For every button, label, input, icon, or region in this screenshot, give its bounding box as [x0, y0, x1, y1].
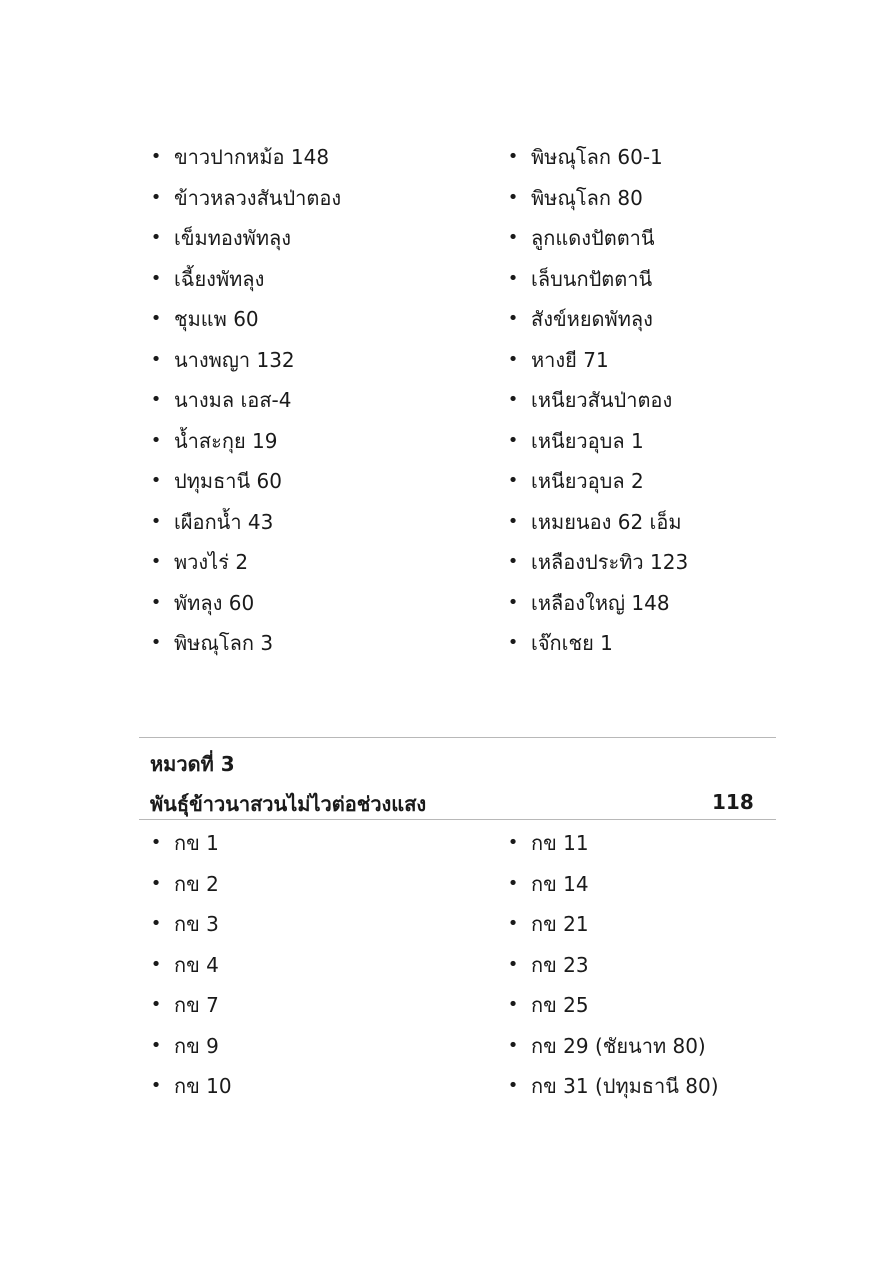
list-item	[507, 823, 719, 864]
variety-name: เหนียวอุบล 1	[531, 428, 644, 453]
bullet-icon: •	[150, 1034, 162, 1056]
list-item	[150, 340, 341, 381]
variety-name: ปทุมธานี 60	[174, 469, 282, 493]
variety-name: กข 14	[531, 871, 589, 896]
list-item	[507, 137, 688, 178]
variety-name: กข 2	[174, 871, 219, 896]
bullet-icon: •	[507, 872, 519, 894]
variety-name: เหลืองใหญ่ 148	[531, 590, 670, 615]
list-item	[150, 904, 232, 945]
variety-name: เจ๊กเชย 1	[531, 631, 613, 655]
variety-name: กข 4	[174, 952, 219, 977]
variety-name: น้ำสะกุย 19	[174, 428, 278, 453]
bullet-icon: •	[507, 1034, 519, 1056]
list-item	[507, 583, 688, 624]
variety-name: ลูกแดงปัตตานี	[531, 226, 655, 250]
list-item	[507, 299, 688, 340]
variety-name: นางพญา 132	[174, 347, 295, 372]
list-item	[150, 137, 341, 178]
variety-name: กข 31 (ปทุมธานี 80)	[531, 1074, 719, 1098]
bullet-icon: •	[150, 186, 162, 208]
variety-name: เล็บนกปัตตานี	[531, 266, 653, 291]
category-top-rule	[139, 737, 776, 738]
list-item	[150, 218, 341, 259]
variety-name: เข็มทองพัทลุง	[174, 226, 292, 250]
bullet-icon: •	[150, 267, 162, 289]
list-item	[150, 299, 341, 340]
list-item	[150, 583, 341, 624]
variety-name: กข 25	[531, 993, 589, 1017]
category-title: พันธุ์ข้าวนาสวนไม่ไวต่อช่วงแสง	[150, 792, 427, 816]
bullet-icon: •	[150, 913, 162, 934]
list-item	[507, 945, 719, 986]
list-item	[507, 461, 688, 502]
bullet-icon: •	[507, 348, 519, 370]
list-item	[507, 985, 719, 1026]
variety-name: ข้าวหลวงสันป่าตอง	[174, 185, 342, 210]
variety-name: กข 9	[174, 1033, 219, 1058]
list-item	[507, 178, 688, 219]
list-item	[507, 1026, 719, 1067]
bullet-icon: •	[507, 470, 519, 491]
list-item	[507, 259, 688, 300]
bullet-icon: •	[507, 389, 519, 410]
variety-name: เหลืองประทิว 123	[531, 550, 689, 574]
list-item	[507, 421, 688, 462]
list-item	[150, 945, 232, 986]
category-label: หมวดที่ 3	[150, 752, 235, 776]
variety-name: กข 7	[174, 993, 219, 1017]
bullet-icon: •	[150, 994, 162, 1015]
list-item	[150, 623, 341, 664]
bullet-icon: •	[507, 953, 519, 975]
bullet-icon: •	[150, 1075, 162, 1096]
bullet-icon: •	[507, 994, 519, 1015]
category-bottom-rule	[139, 819, 776, 820]
bullet-icon: •	[150, 429, 162, 451]
list-item	[150, 502, 341, 543]
list-item	[507, 218, 688, 259]
variety-name: นางมล เอส-4	[174, 388, 292, 412]
bullet-icon: •	[507, 591, 519, 613]
bullet-icon: •	[507, 832, 519, 853]
list-item	[507, 904, 719, 945]
bullet-icon: •	[150, 551, 162, 572]
bullet-icon: •	[507, 551, 519, 572]
variety-name: พวงไร่ 2	[174, 550, 249, 574]
list-item	[507, 623, 688, 664]
bullet-icon: •	[507, 913, 519, 934]
list-item	[150, 259, 341, 300]
bullet-icon: •	[150, 632, 162, 653]
list-item	[150, 823, 232, 864]
bullet-icon: •	[150, 470, 162, 491]
bullet-icon: •	[507, 146, 519, 167]
bullet-icon: •	[150, 227, 162, 248]
upper-left-variety-list	[150, 137, 341, 664]
list-item	[150, 985, 232, 1026]
variety-name: กข 29 (ชัยนาท 80)	[531, 1033, 706, 1058]
bullet-icon: •	[507, 267, 519, 289]
bullet-icon: •	[150, 389, 162, 410]
variety-name: กข 3	[174, 912, 219, 936]
variety-name: เหนียวอุบล 2	[531, 469, 644, 493]
variety-name: กข 10	[174, 1074, 232, 1098]
variety-name: สังข์หยดพัทลุง	[531, 307, 653, 331]
lower-right-variety-list	[507, 823, 719, 1107]
bullet-icon: •	[507, 186, 519, 208]
variety-name: กข 1	[174, 831, 219, 855]
variety-name: พิษณุโลก 80	[531, 185, 643, 210]
list-item	[150, 461, 341, 502]
bullet-icon: •	[150, 832, 162, 853]
variety-name: พิษณุโลก 60-1	[531, 145, 663, 169]
list-item	[507, 340, 688, 381]
list-item	[150, 178, 341, 219]
bullet-icon: •	[150, 308, 162, 329]
list-item	[507, 380, 688, 421]
bullet-icon: •	[507, 429, 519, 451]
variety-name: พิษณุโลก 3	[174, 631, 274, 655]
variety-name: กข 21	[531, 912, 589, 936]
list-item	[150, 421, 341, 462]
bullet-icon: •	[150, 591, 162, 613]
lower-left-variety-list	[150, 823, 232, 1107]
variety-name: เฉี้ยงพัทลุง	[174, 266, 265, 291]
variety-name: พัทลุง 60	[174, 590, 255, 615]
category-page-number: 118	[712, 790, 754, 814]
bullet-icon: •	[507, 632, 519, 653]
variety-name: เหมยนอง 62 เอ็ม	[531, 509, 682, 534]
bullet-icon: •	[150, 872, 162, 894]
variety-name: กข 23	[531, 952, 589, 977]
bullet-icon: •	[150, 348, 162, 370]
variety-name: กข 11	[531, 831, 589, 855]
list-item	[507, 1066, 719, 1107]
bullet-icon: •	[507, 308, 519, 329]
list-item	[150, 1066, 232, 1107]
variety-name: หางยี 71	[531, 347, 609, 372]
variety-name: เหนียวสันป่าตอง	[531, 388, 673, 412]
bullet-icon: •	[150, 953, 162, 975]
variety-name: ขาวปากหม้อ 148	[174, 145, 330, 169]
list-item	[150, 864, 232, 905]
list-item	[507, 542, 688, 583]
variety-name: เผือกน้ำ 43	[174, 509, 274, 534]
list-item	[507, 864, 719, 905]
list-item	[150, 380, 341, 421]
bullet-icon: •	[507, 227, 519, 248]
variety-name: ชุมแพ 60	[174, 307, 259, 331]
bullet-icon: •	[150, 146, 162, 167]
list-item	[150, 542, 341, 583]
bullet-icon: •	[507, 510, 519, 532]
list-item	[150, 1026, 232, 1067]
bullet-icon: •	[150, 510, 162, 532]
list-item	[507, 502, 688, 543]
bullet-icon: •	[507, 1075, 519, 1096]
upper-right-variety-list	[507, 137, 688, 664]
